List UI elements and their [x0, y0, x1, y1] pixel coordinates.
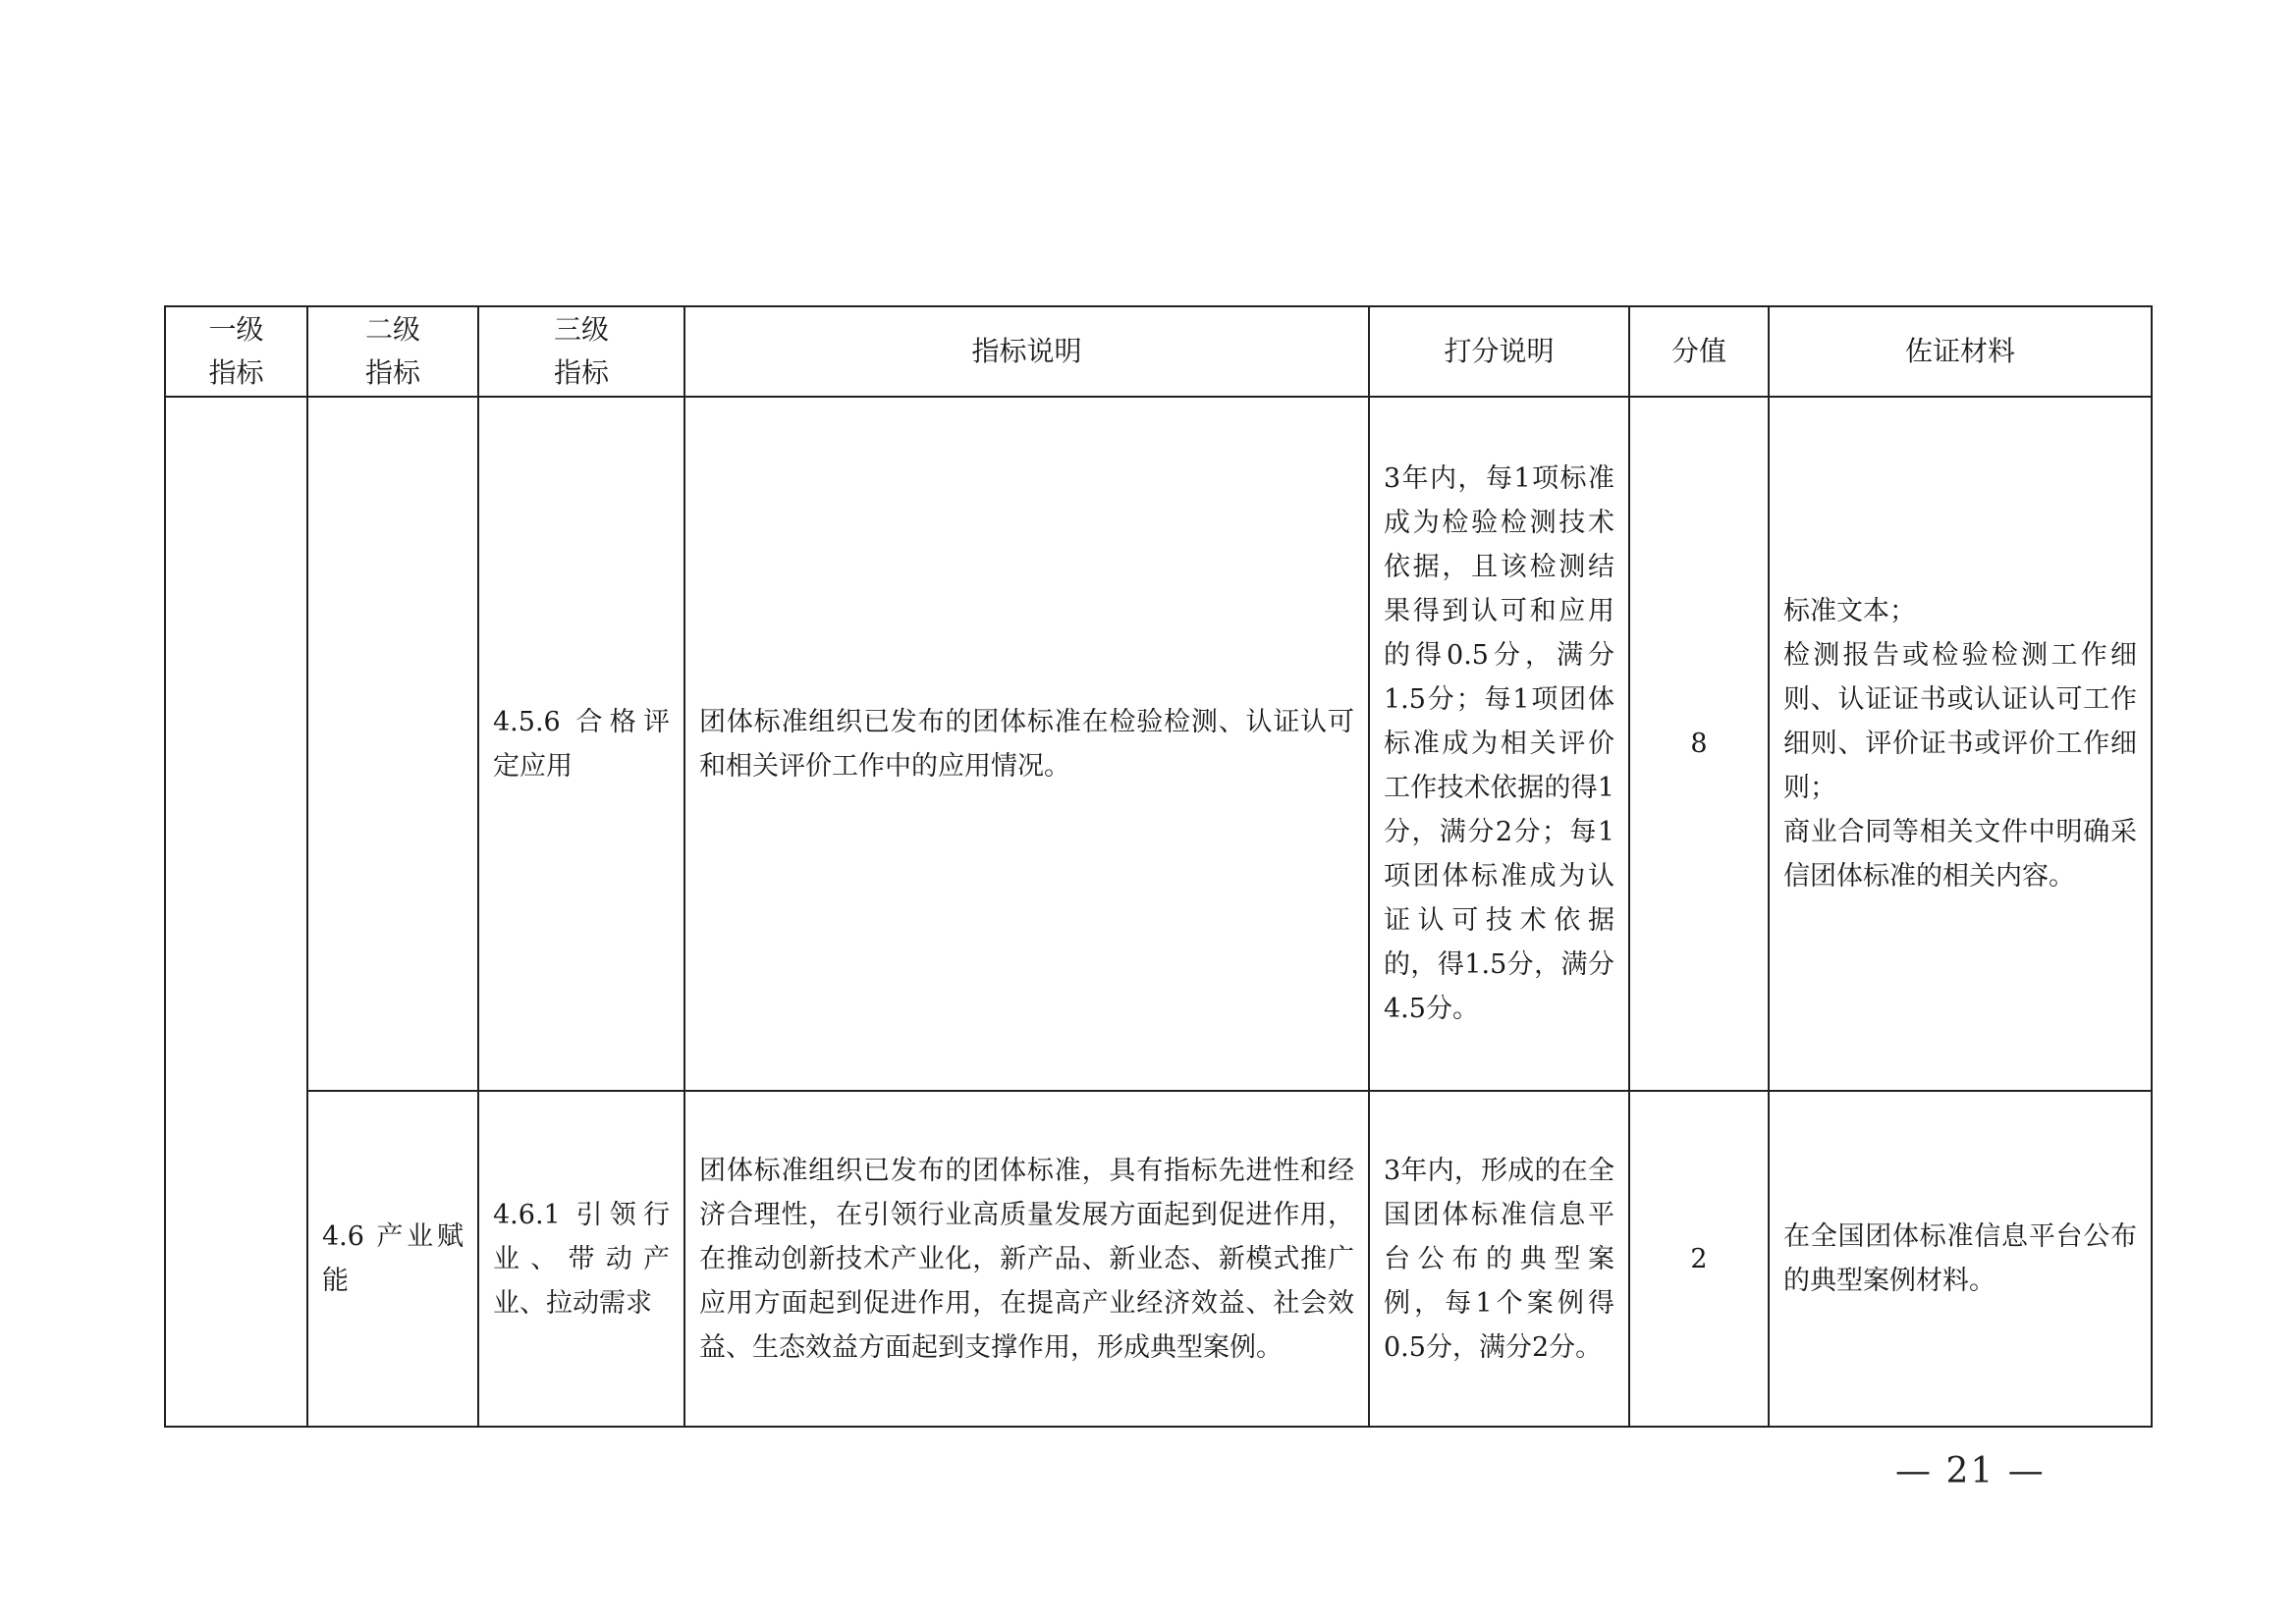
cell-level2 — [307, 397, 478, 1091]
header-level3: 三级 指标 — [478, 306, 684, 397]
table-row — [165, 397, 2152, 1091]
header-score: 分值 — [1629, 306, 1769, 397]
cell-evidence: 在全国团体标准信息平台公布的典型案例材料。 — [1769, 1091, 2152, 1427]
header-evidence: 佐证材料 — [1769, 306, 2152, 397]
cell-level2: 4.6 产业赋能 — [307, 1091, 478, 1427]
table-row — [165, 1091, 2152, 1427]
cell-evidence: 标准文本； 检测报告或检验检测工作细则、认证证书或认证认可工作细则、评价证书或评价工作细则； 商业合同等相关文件中明确采信团体标准的相关内容。 — [1769, 397, 2152, 1091]
header-level1: 一级 指标 — [165, 306, 307, 397]
evaluation-table — [164, 305, 2153, 1428]
evaluation-table-container — [164, 305, 2151, 1428]
cell-description: 团体标准组织已发布的团体标准，具有指标先进性和经济合理性，在引领行业高质量发展方面起到促进作用，在推动创新技术产业化，新产品、新业态、新模式推广应用方面起到促进作用，在提高产业经济效益、社会效益、生态效益方面起到支撑作用，形成典型案例。 — [684, 1091, 1369, 1427]
cell-scoring: 3年内，形成的在全国团体标准信息平台公布的典型案例，每1个案例得0.5分，满分2分。 — [1369, 1091, 1629, 1427]
cell-scoring: 3年内，每1项标准成为检验检测技术依据，且该检测结果得到认可和应用的得0.5分，满分1.5分；每1项团体标准成为相关评价工作技术依据的得1分，满分2分；每1项团体标准成为认证认可技术依据的，得1.5分，满分4.5分。 — [1369, 397, 1629, 1091]
header-level2: 二级 指标 — [307, 306, 478, 397]
table-header-row — [165, 306, 2152, 397]
cell-score: 8 — [1629, 397, 1769, 1091]
header-scoring: 打分说明 — [1369, 306, 1629, 397]
cell-description: 团体标准组织已发布的团体标准在检验检测、认证认可和相关评价工作中的应用情况。 — [684, 397, 1369, 1091]
header-description: 指标说明 — [684, 306, 1369, 397]
page-number: — 21 — — [1895, 1451, 2046, 1491]
cell-level1 — [165, 397, 307, 1427]
cell-level3: 4.6.1 引领行业、带动产业、拉动需求 — [478, 1091, 684, 1427]
cell-score: 2 — [1629, 1091, 1769, 1427]
cell-level3: 4.5.6 合格评定应用 — [478, 397, 684, 1091]
